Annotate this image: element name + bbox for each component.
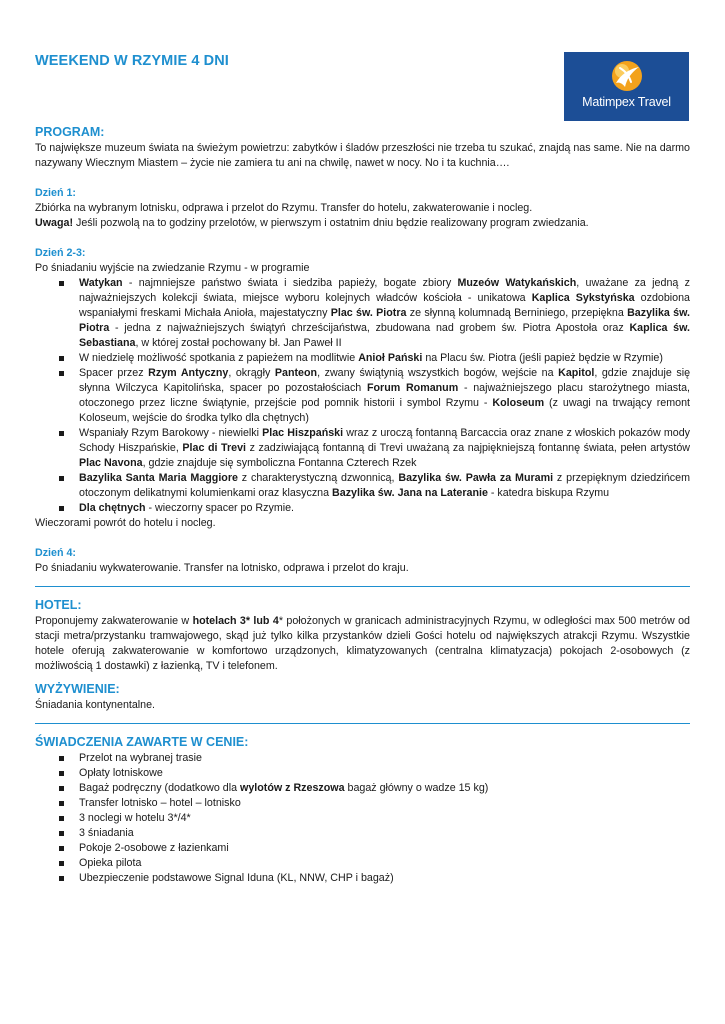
bold-text: Dla chętnych xyxy=(79,502,146,514)
text-run: , gdzie znajduje się symboliczna Fontanna Czterech Rzek xyxy=(142,457,417,469)
text-run: - katedra biskupa Rzymu xyxy=(487,487,610,499)
text-run: Wspaniały Rzym Barokowy - niewielki xyxy=(79,427,263,439)
list-item xyxy=(79,826,690,841)
text-run: , okrągły xyxy=(228,367,275,379)
food-heading: WYŻYWIENIE: xyxy=(35,682,120,696)
bold-text: Bazylika św. Jana na Lateranie xyxy=(332,487,488,499)
bold-text: Watykan xyxy=(79,277,123,289)
bold-text: Forum Romanum xyxy=(366,382,459,394)
text-run: Spacer przez xyxy=(79,367,149,379)
day4-text: Po śniadaniu wykwaterowanie. Transfer na lotnisko, odprawa i przelot do kraju. xyxy=(35,562,409,574)
text-run: z przepięknym dziedzińcem otoczonym delikatnymi kolumienkami oraz klasyczna xyxy=(79,472,690,499)
bold-text: Bazylika Santa Maria Maggiore xyxy=(79,472,238,484)
text-run: (z uwagi na trwający remont Koloseum, wejście do środka tylko dla chętnych) xyxy=(79,397,690,424)
hotel-text xyxy=(35,614,690,674)
bold-text: Kaplica Sykstyńska xyxy=(531,292,635,304)
included-heading: ŚWIADCZENIA ZAWARTE W CENIE: xyxy=(35,735,249,749)
section-divider xyxy=(35,723,690,724)
bold-text: Rzym Antyczny xyxy=(148,367,229,379)
text-run: na Placu św. Piotra (jeśli papież będzie w Rzymie) xyxy=(422,352,663,364)
list-item xyxy=(79,751,690,766)
list-item xyxy=(79,276,690,351)
bold-text: Anioł Pański xyxy=(358,352,423,364)
list-item xyxy=(79,811,690,826)
program-heading: PROGRAM: xyxy=(35,125,105,139)
list-item xyxy=(79,856,690,871)
company-logo xyxy=(564,52,689,121)
text-run: Transfer lotnisko – hotel – lotnisko xyxy=(79,797,241,809)
text-run: Przelot na wybranej trasie xyxy=(79,752,202,764)
bold-text: Plac św. Piotra xyxy=(330,307,407,319)
bold-text: Kaplica św. Sebastiana xyxy=(79,322,690,349)
program-intro: To największe muzeum świata na świeżym powietrzu: zabytków i śladów przeszłości nie trzeba tu szukać, znajdą nas same. Nie na darmo nazywany Wiecznym Miastem – życie nie zamiera tu ani na chwilę, nawet w nocy. No i ta kuchnia…. xyxy=(35,142,690,169)
swirl-logo-icon xyxy=(610,59,644,93)
text-run: z zadziwiającą fontanną di Trevi uważaną za najpiękniejszą fontannę świata, pełen artystów xyxy=(246,442,690,454)
day23-intro: Po śniadaniu wyjście na zwiedzanie Rzymu - w programie xyxy=(35,262,310,274)
day23-outro: Wieczorami powrót do hotelu i nocleg. xyxy=(35,517,216,529)
bold-text: Muzeów Watykańskich xyxy=(457,277,577,289)
page-title: WEEKEND W RZYMIE 4 DNI xyxy=(35,53,229,69)
text-run: , w której został pochowany bł. Jan Paweł II xyxy=(135,337,342,349)
text-run: - najmniejsze państwo świata i siedziba papieży, bogate zbiory xyxy=(122,277,458,289)
text-run: z charakterystyczną dzwonnicą, xyxy=(237,472,399,484)
list-item xyxy=(79,841,690,856)
text-run: Bagaż podręczny (dodatkowo dla xyxy=(79,782,241,794)
day1-note-text: Jeśli pozwolą na to godziny przelotów, w pierwszym i ostatnim dniu będzie realizowany program zwiedzania. xyxy=(73,217,589,229)
day23-title: Dzień 2-3: xyxy=(35,247,86,259)
text-run: , zwany świątynią wszystkich bogów, wejście na xyxy=(317,367,559,379)
bold-text: Bazylika św. Pawła za Murami xyxy=(398,472,554,484)
bold-text: Bazylika św. Piotra xyxy=(79,307,691,334)
sightseeing-list xyxy=(35,276,690,516)
text-run: bagaż główny o wadze 15 kg) xyxy=(344,782,489,794)
day1-note xyxy=(35,216,690,231)
text-run: - najważniejszego placu starożytnego miasta, otoczonego przez liczne świątynie, przejście pod pomnik historii i symbol Rzymu - xyxy=(79,382,690,409)
bold-text: Plac Hiszpański xyxy=(262,427,344,439)
list-item xyxy=(79,781,690,796)
text-run: W niedzielę możliwość spotkania z papieżem na modlitwie xyxy=(79,352,359,364)
bold-text: Plac di Trevi xyxy=(182,442,247,454)
text-run: Ubezpieczenie podstawowe Signal Iduna (KL, NNW, CHP i bagaż) xyxy=(79,872,394,884)
text-run: Opłaty lotniskowe xyxy=(79,767,163,779)
logo-text: Matimpex Travel xyxy=(582,95,671,109)
list-item xyxy=(79,796,690,811)
list-item xyxy=(79,766,690,781)
text-run: - jedna z najważniejszych świątyń chrześcijaństwa, zbudowana nad grobem św. Piotra Apostoła oraz xyxy=(109,322,630,334)
included-list xyxy=(35,751,690,886)
section-divider xyxy=(35,586,690,587)
text-run: Opieka pilota xyxy=(79,857,142,869)
day4-title: Dzień 4: xyxy=(35,547,76,559)
text-run: ozdobiona wspaniałymi freskami Michała Anioła, majestatyczny xyxy=(79,292,690,319)
list-item xyxy=(79,501,690,516)
bold-text: hotelach 3* lub 4 xyxy=(192,615,279,627)
text-run: Pokoje 2-osobowe z łazienkami xyxy=(79,842,229,854)
bold-text: wylotów z Rzeszowa xyxy=(240,782,345,794)
text-run: 3 noclegi w hotelu 3*/4* xyxy=(79,812,191,824)
list-item xyxy=(79,471,690,501)
list-item xyxy=(79,366,690,426)
text-run: , gdzie znajduje się słynna Wilczyca Kapitolińska, spacer po pozostałościach xyxy=(79,367,691,394)
bold-text: Kapitol xyxy=(558,367,595,379)
list-item xyxy=(79,426,690,471)
text-run: , uważane za jedną z najważniejszych kolekcji świata, miejsce wyboru kolejnych władców kościoła - unikatowa xyxy=(79,277,690,304)
text-run: * położonych w granicach administracyjnych Rzymu, w odległości max 500 metrów od stacji metra/przystanku tramwajowego, skąd już tylko kilka przystanków dzieli Gości hotelu od największych atrakcji Rzymu. Wszystkie hotele oferują zakwaterowanie w komfortowo urządzonych, klimatyzowanych (centralna klimatyzacja) pokojach 2-osobowych (z możliwością 1 dostawki) z łazienką, TV i telefonem. xyxy=(35,615,690,672)
text-run: ze słynną kolumnadą Berniniego, przepiękna xyxy=(406,307,628,319)
day1-text: Zbiórka na wybranym lotnisku, odprawa i przelot do Rzymu. Transfer do hotelu, zakwaterowanie i nocleg. xyxy=(35,202,533,214)
bold-text: Plac Navona xyxy=(79,457,143,469)
bold-text: Panteon xyxy=(274,367,318,379)
document-body xyxy=(35,124,690,886)
list-item xyxy=(79,871,690,886)
text-run: 3 śniadania xyxy=(79,827,134,839)
bold-text: Koloseum xyxy=(492,397,545,409)
text-run: wraz z uroczą fontanną Barcaccia oraz znane z włoskich pokazów mody Schody Hiszpańskie, xyxy=(79,427,690,454)
hotel-heading: HOTEL: xyxy=(35,598,82,612)
list-item xyxy=(79,351,690,366)
day1-note-label: Uwaga! xyxy=(35,217,74,229)
text-run: - wieczorny spacer po Rzymie. xyxy=(145,502,295,514)
food-text: Śniadania kontynentalne. xyxy=(35,699,156,711)
day1-title: Dzień 1: xyxy=(35,187,76,199)
text-run: Proponujemy zakwaterowanie w xyxy=(35,615,193,627)
